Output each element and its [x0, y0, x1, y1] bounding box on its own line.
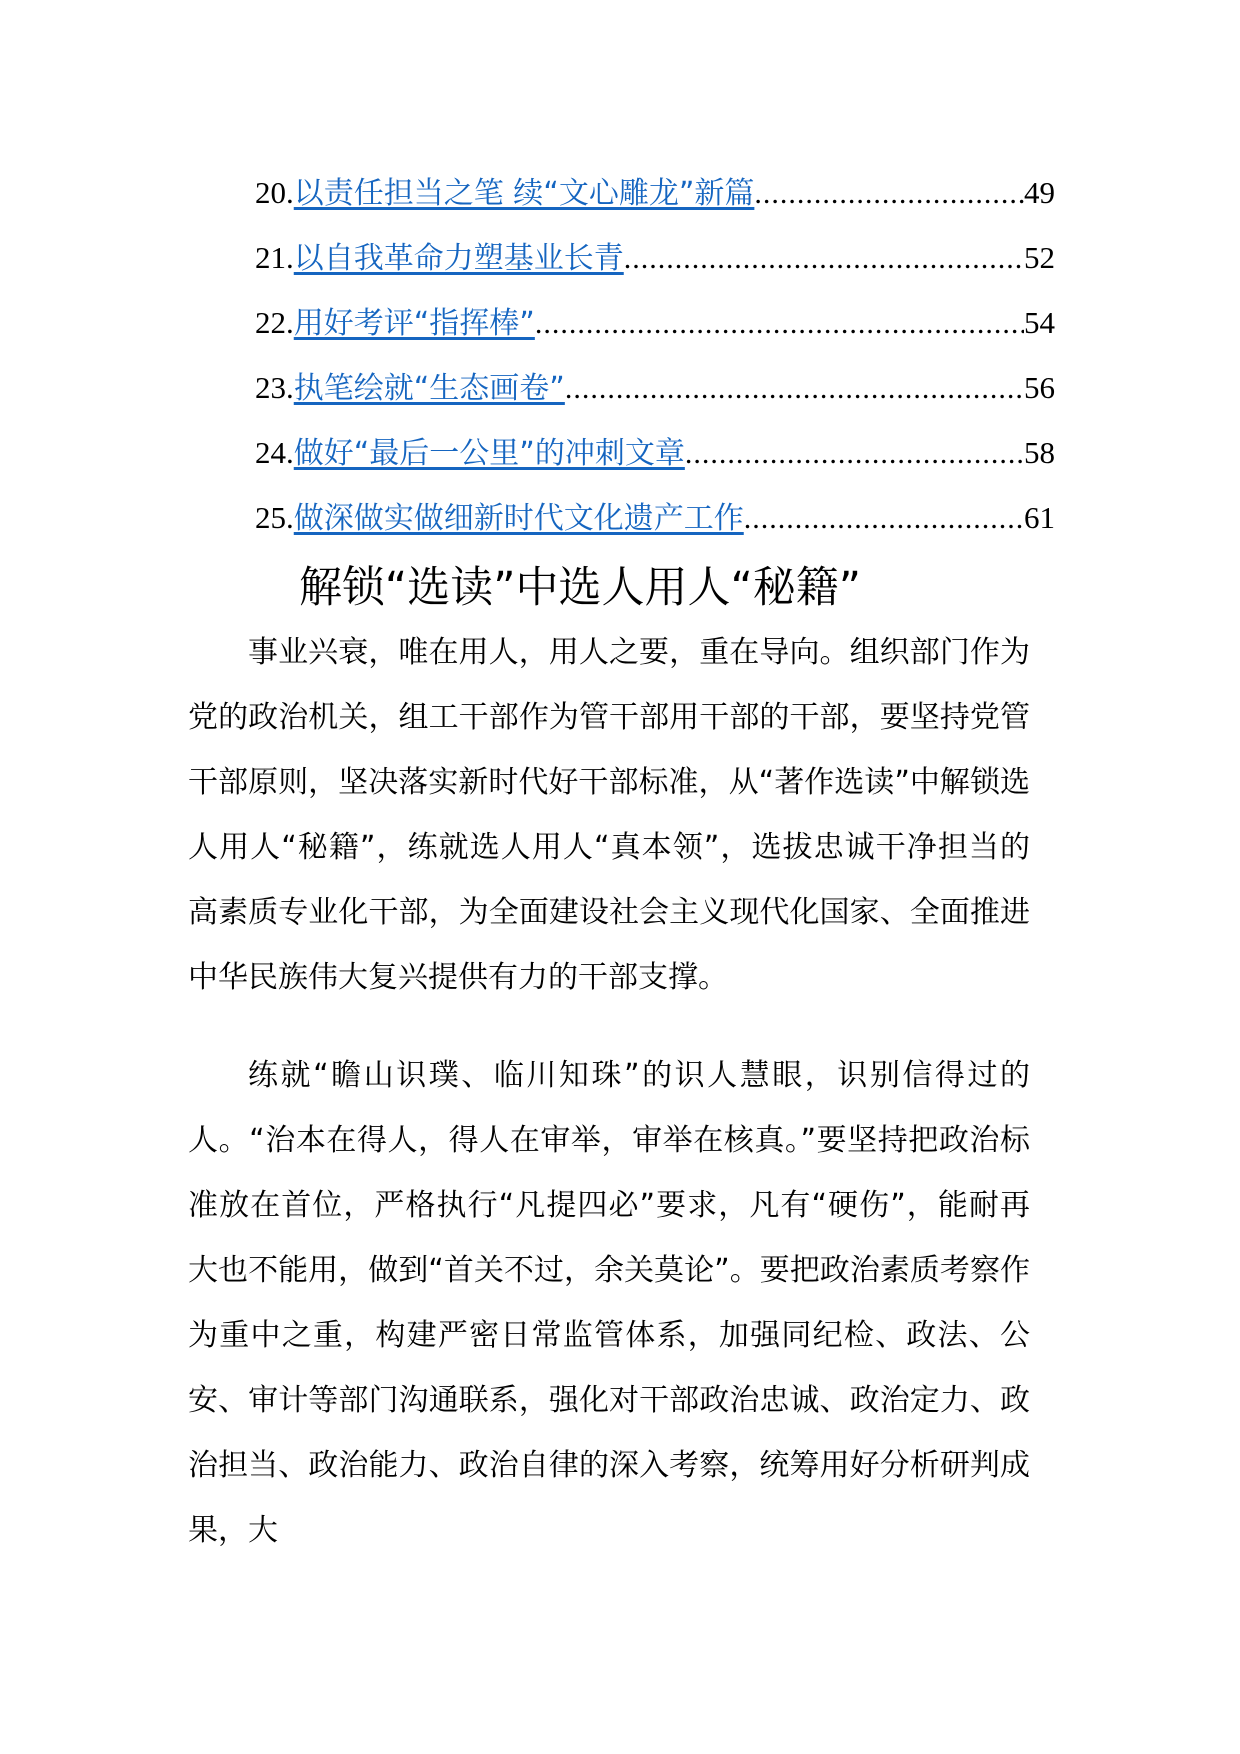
toc-entry-link[interactable]: 以自我革命力塑基业长青	[293, 241, 624, 276]
toc-entry-number: 23.	[255, 370, 294, 405]
toc-entry-23[interactable]	[255, 363, 1055, 428]
toc-entry-25[interactable]	[255, 493, 1055, 558]
toc-entry-link[interactable]: 用好考评“指挥棒”	[293, 306, 535, 341]
toc-entry-link[interactable]: 以责任担当之笔 续“文心雕龙”新篇	[293, 176, 755, 211]
table-of-contents	[255, 168, 1055, 558]
toc-leader-dots	[744, 502, 1024, 536]
toc-leader-dots	[565, 372, 1024, 406]
toc-entry-link[interactable]: 执笔绘就“生态画卷”	[293, 371, 565, 406]
toc-entry-20[interactable]	[255, 168, 1055, 233]
toc-entry-22[interactable]	[255, 298, 1055, 363]
toc-leader-dots	[685, 437, 1024, 471]
toc-entry-number: 24.	[255, 435, 294, 470]
toc-entry-number: 22.	[255, 305, 294, 340]
toc-leader-dots	[624, 242, 1024, 276]
toc-page-number: 61	[1024, 500, 1055, 535]
toc-entry-link[interactable]: 做好“最后一公里”的冲刺文章	[293, 436, 685, 471]
toc-entry-number: 20.	[255, 175, 294, 210]
toc-page-number: 54	[1024, 305, 1055, 340]
article-paragraph: 练就“瞻山识璞、临川知珠”的识人慧眼，识别信得过的人。“治本在得人，得人在审举，审举在核真。”要坚持把政治标准放在首位，严格执行“凡提四必”要求，凡有“硬伤”，能耐再大也不能用，做到“首关不过，余关莫论”。要把政治素质考察作为重中之重，构建严密日常监管体系，加强同纪检、政法、公安、审计等部门沟通联系，强化对干部政治忠诚、政治定力、政治担当、政治能力、政治自律的深入考察，统筹用好分析研判成果，大	[188, 1058, 1030, 1548]
article-paragraph: 事业兴衰，唯在用人，用人之要，重在导向。组织部门作为党的政治机关，组工干部作为管干部用干部的干部，要坚持党管干部原则，坚决落实新时代好干部标准，从“著作选读”中解锁选人用人“秘籍”，练就选人用人“真本领”，选拔忠诚干净担当的高素质专业化干部，为全面建设社会主义现代化国家、全面推进中华民族伟大复兴提供有力的干部支撑。	[188, 635, 1030, 995]
toc-page-number: 56	[1024, 370, 1055, 405]
toc-page-number: 52	[1024, 240, 1055, 275]
toc-entry-21[interactable]	[255, 233, 1055, 298]
toc-page-number: 49	[1024, 175, 1055, 210]
toc-leader-dots	[535, 307, 1024, 341]
toc-entry-link[interactable]: 做深做实做细新时代文化遗产工作	[293, 501, 744, 536]
toc-entry-number: 21.	[255, 240, 294, 275]
toc-entry-24[interactable]	[255, 428, 1055, 493]
toc-entry-number: 25.	[255, 500, 294, 535]
article-title: 解锁“选读”中选人用人“秘籍”	[298, 563, 862, 613]
toc-leader-dots	[754, 177, 1024, 211]
toc-page-number: 58	[1024, 435, 1055, 470]
